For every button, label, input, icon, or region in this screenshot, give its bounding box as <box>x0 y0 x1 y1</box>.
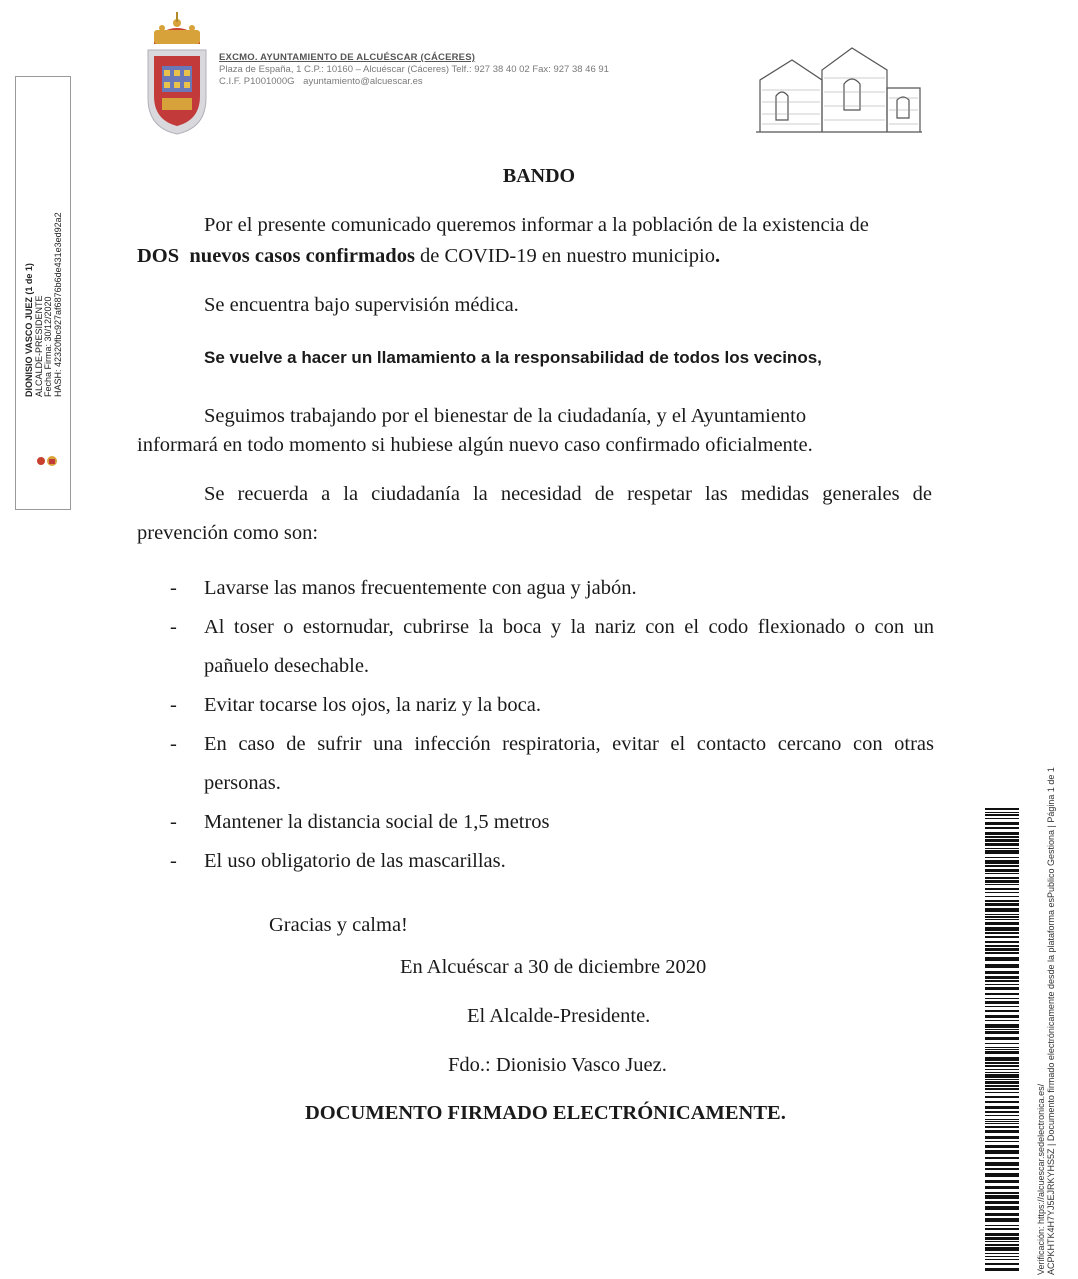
barcode-bar <box>985 984 1019 985</box>
barcode-bar <box>985 903 1019 906</box>
bullet-marker: - <box>170 694 177 716</box>
callout-text: Se vuelve a hacer un llamamiento a la responsabilidad de todos los vecinos, <box>204 348 822 367</box>
letterhead <box>219 52 609 88</box>
barcode-bar <box>985 880 1019 883</box>
barcode-bar <box>985 1123 1019 1124</box>
barcode-bar <box>985 812 1019 813</box>
place-date: En Alcuéscar a 30 de diciembre 2020 <box>400 956 707 978</box>
barcode-bar <box>985 1141 1019 1142</box>
barcode-bar <box>985 1173 1019 1177</box>
barcode-bar <box>985 1186 1019 1189</box>
barcode-bar <box>985 869 1019 872</box>
barcode-bar <box>985 932 1019 934</box>
signature-stamp <box>15 76 71 510</box>
barcode-bar <box>985 808 1019 810</box>
paragraph-3-line-1: Seguimos trabajando por el bienestar de la ciudadanía, y el Ayuntamiento <box>204 405 807 427</box>
list-item: Al toser o estornudar, cubrirse la boca y la nariz con el codo flexionado o con un pañuelo desechable. <box>204 616 934 677</box>
barcode-bar <box>985 1072 1019 1073</box>
barcode-bar <box>985 839 1019 842</box>
barcode-bar <box>985 987 1019 990</box>
barcode-bar <box>985 843 1019 846</box>
barcode-bar <box>985 1213 1019 1216</box>
barcode-bar <box>985 914 1019 915</box>
barcode-bar <box>985 900 1019 902</box>
barcode-bar <box>985 1001 1019 1004</box>
bullet-marker: - <box>170 811 177 833</box>
signature-hash: HASH: 42320fbc927af6876b6de431e3ed92a2 <box>52 212 63 397</box>
paragraph-1-rest: de COVID-19 en nuestro municipio <box>414 245 715 267</box>
barcode-bar <box>985 919 1019 920</box>
barcode-bar <box>985 1228 1019 1230</box>
barcode-bar <box>985 1206 1019 1210</box>
bullet-marker: - <box>170 850 177 872</box>
barcode-bar <box>985 1119 1019 1120</box>
document-title: BANDO <box>502 165 576 187</box>
barcode-bar <box>985 822 1019 825</box>
bullet-marker: - <box>170 577 177 599</box>
thanks-line: Gracias y calma! <box>269 914 408 936</box>
paragraph-1-line-2: DOS nuevos casos confirmados de COVID-19 en nuestro municipio. <box>137 245 721 267</box>
barcode-bar <box>985 1031 1019 1034</box>
barcode-bar <box>985 836 1019 838</box>
barcode-bar <box>985 941 1019 943</box>
barcode-bar <box>985 860 1019 864</box>
barcode-bar <box>985 1047 1019 1048</box>
barcode-bar <box>985 1263 1019 1265</box>
barcode-bar <box>985 945 1019 947</box>
paragraph-3-line-2: informará en todo momento si hubiese algún nuevo caso confirmado oficialmente. <box>137 434 813 456</box>
barcode-bar <box>985 1106 1019 1109</box>
barcode-bar <box>985 1168 1019 1170</box>
barcode-bar <box>985 1180 1019 1183</box>
barcode-bar <box>985 1062 1019 1064</box>
barcode-bar <box>985 1268 1019 1271</box>
barcode-bar <box>985 1130 1019 1133</box>
barcode-bar <box>985 916 1019 918</box>
barcode-bar <box>985 1092 1019 1093</box>
list-item: Evitar tocarse los ojos, la nariz y la boca. <box>204 694 541 716</box>
barcode-bar <box>985 1043 1019 1044</box>
address-line: Plaza de España, 1 C.P.: 10160 – Alcuéscar (Cáceres) Telf.: 927 38 40 02 Fax: 927 38 46 91 <box>219 64 609 75</box>
barcode-bar <box>985 1259 1019 1260</box>
barcode-bar <box>985 1244 1019 1246</box>
barcode-bar <box>985 884 1019 885</box>
mini-coat-icon <box>36 452 58 470</box>
barcode-bar <box>985 892 1019 893</box>
barcode-bar <box>985 814 1019 816</box>
barcode-bar <box>985 865 1019 867</box>
barcode-bar <box>985 964 1019 968</box>
verification-code: ACPKHTK4H7YJ5EJRKYHS5Z | Documento firmado electrónicamente desde la plataforma esPublico Gestiona | Página 1 de 1 <box>1046 767 1056 1275</box>
barcode-bar <box>985 948 1019 951</box>
barcode-bar <box>985 877 1019 879</box>
barcode-bar <box>985 818 1019 819</box>
paragraph-1-line-1: Por el presente comunicado queremos informar a la población de la existencia de <box>204 214 869 236</box>
barcode-bar <box>985 971 1019 974</box>
verification-text <box>1036 767 1056 1275</box>
barcode-bar <box>985 1088 1019 1090</box>
coat-of-arms-logo <box>140 10 214 136</box>
barcode-bar <box>985 1079 1019 1080</box>
barcode-bar <box>985 1065 1019 1067</box>
barcode-bar <box>985 1024 1019 1028</box>
bullet-marker: - <box>170 616 177 638</box>
barcode-bar <box>985 1162 1019 1166</box>
email: ayuntamiento@alcuescar.es <box>303 76 423 87</box>
barcode-bar <box>985 993 1019 995</box>
list-item: El uso obligatorio de las mascarillas. <box>204 850 506 872</box>
barcode-bar <box>985 1020 1019 1021</box>
barcode-bar <box>985 1015 1019 1018</box>
barcode-bar <box>985 1157 1019 1159</box>
barcode-bar <box>985 980 1019 982</box>
barcode-bar <box>985 850 1019 854</box>
barcode-bar <box>985 1057 1019 1061</box>
barcode-bar <box>985 1074 1019 1078</box>
barcode-bar <box>985 848 1019 849</box>
barcode <box>985 808 1019 1272</box>
barcode-bar <box>985 1247 1019 1251</box>
barcode-bar <box>985 1218 1019 1222</box>
list-item: Lavarse las manos frecuentemente con agua y jabón. <box>204 577 637 599</box>
barcode-bar <box>985 936 1019 938</box>
list-item: Mantener la distancia social de 1,5 metros <box>204 811 550 833</box>
barcode-bar <box>985 1253 1019 1254</box>
barcode-bar <box>985 827 1019 829</box>
barcode-bar <box>985 1029 1019 1030</box>
barcode-bar <box>985 998 1019 999</box>
signer-line: Fdo.: Dionisio Vasco Juez. <box>448 1054 667 1076</box>
barcode-bar <box>985 1256 1019 1257</box>
barcode-bar <box>985 976 1019 979</box>
count-bold: DOS <box>137 245 180 267</box>
barcode-bar <box>985 1136 1019 1139</box>
barcode-bar <box>985 1241 1019 1242</box>
barcode-bar <box>985 1069 1019 1070</box>
verification-url: Verificación: https://alcuescar.sedelectronica.es/ <box>1036 1083 1046 1275</box>
barcode-bar <box>985 1126 1019 1128</box>
barcode-bar <box>985 1037 1019 1040</box>
barcode-bar <box>985 922 1019 925</box>
cif: C.I.F. P1001000G <box>219 76 295 87</box>
church-illustration <box>752 40 924 136</box>
barcode-bar <box>985 873 1019 874</box>
barcode-bar <box>985 1101 1019 1103</box>
confirmed-cases-bold: nuevos casos confirmados <box>189 245 415 267</box>
signer-role-line: El Alcalde-Presidente. <box>467 1005 651 1027</box>
barcode-bar <box>985 1085 1019 1087</box>
barcode-bar <box>985 832 1019 835</box>
barcode-bar <box>985 1192 1019 1194</box>
paragraph-2: Se encuentra bajo supervisión médica. <box>204 294 519 316</box>
barcode-bar <box>985 1096 1019 1098</box>
barcode-bar <box>985 888 1019 890</box>
organization-name: EXCMO. AYUNTAMIENTO DE ALCUÉSCAR (CÁCERES) <box>219 52 476 63</box>
paragraph-4-line-2: prevención como son: <box>137 522 319 544</box>
barcode-bar <box>985 927 1019 931</box>
signature-date: Fecha Firma: 30/12/2020 <box>43 296 53 397</box>
barcode-bar <box>985 1049 1019 1050</box>
barcode-bar <box>985 1121 1019 1122</box>
barcode-bar <box>985 896 1019 897</box>
barcode-bar <box>985 1111 1019 1113</box>
list-item: En caso de sufrir una infección respiratoria, evitar el contacto cercano con otras personas. <box>204 733 934 794</box>
barcode-bar <box>985 1051 1019 1054</box>
barcode-bar <box>985 1081 1019 1084</box>
barcode-bar <box>985 1115 1019 1116</box>
barcode-bar <box>985 857 1019 858</box>
barcode-bar <box>985 957 1019 961</box>
signer-name: DIONISIO VASCO JUEZ (1 de 1) <box>24 263 34 397</box>
barcode-bar <box>985 1150 1019 1154</box>
barcode-bar <box>985 908 1019 912</box>
barcode-bar <box>985 1225 1019 1226</box>
barcode-bar <box>985 1006 1019 1007</box>
signed-electronically: DOCUMENTO FIRMADO ELECTRÓNICAMENTE. <box>305 1102 786 1124</box>
paragraph-4-line-1: Se recuerda a la ciudadanía la necesidad de respetar las medidas generales de <box>204 483 932 505</box>
barcode-bar <box>985 1233 1019 1236</box>
barcode-bar <box>985 1010 1019 1012</box>
bullet-marker: - <box>170 733 177 755</box>
barcode-bar <box>985 952 1019 954</box>
barcode-bar <box>985 1195 1019 1199</box>
barcode-bar <box>985 1145 1019 1148</box>
signer-role: ALCALDE-PRESIDENTE <box>33 295 44 397</box>
barcode-bar <box>985 1201 1019 1204</box>
barcode-bar <box>985 1237 1019 1240</box>
